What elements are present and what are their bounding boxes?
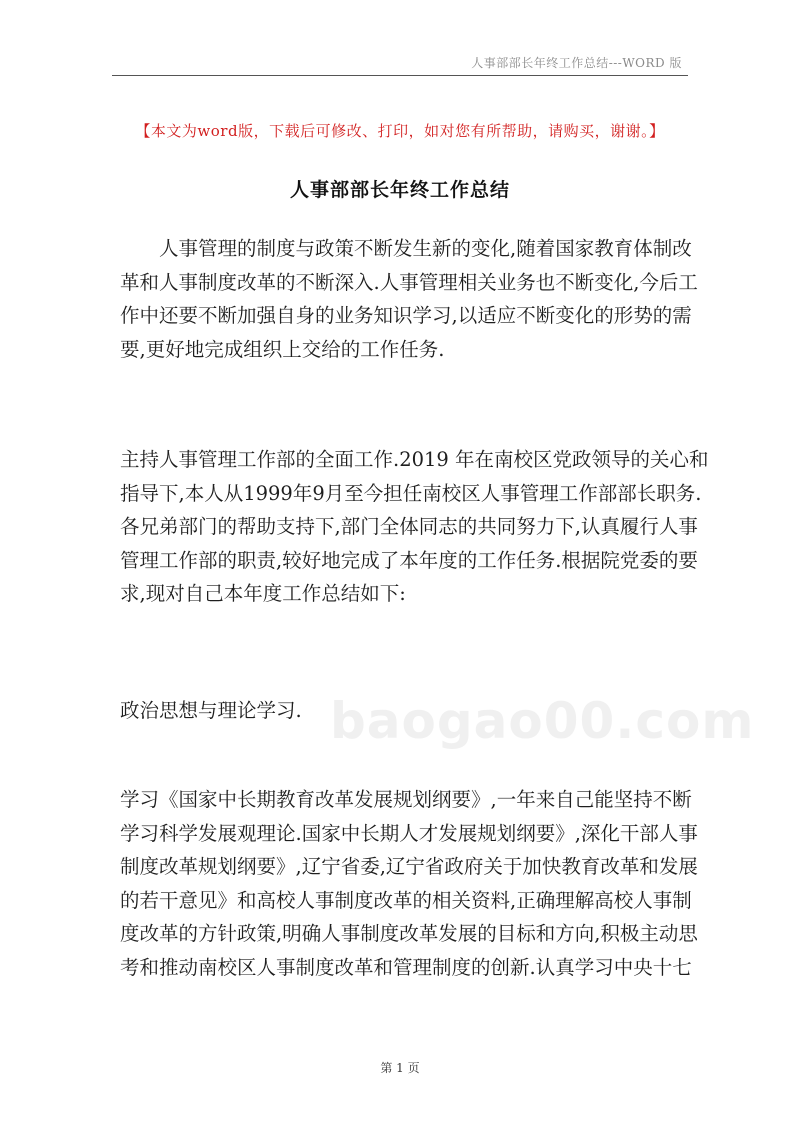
page-number: 第 1 页 [380, 1061, 420, 1075]
text-line: 作中还要不断加强自身的业务知识学习,以适应不断变化的形势的需 [120, 304, 692, 327]
text-line: 要,更好地完成组织上交给的工作任务. [120, 337, 445, 361]
text-line: 的若干意见》和高校人事制度改革的相关资料,正确理解高校人事制 [120, 888, 692, 912]
text-line: 指导下,本人从1999年9月至今担任南校区人事管理工作部部长职务. [120, 481, 702, 505]
paragraph-responsibility [120, 443, 709, 611]
text-line: 学习科学发展观理论.国家中长期人才发展规划纲要》,深化干部人事 [120, 821, 698, 845]
paragraph-intro [120, 232, 698, 366]
document-title: 人事部部长年终工作总结 [289, 179, 510, 201]
text-line: 革和人事制度改革的不断深入.人事管理相关业务也不断变化,今后工 [120, 270, 698, 294]
text-line: 人事管理的制度与政策不断发生新的变化,随着国家教育体制改 [120, 237, 692, 260]
text-line: 各兄弟部门的帮助支持下,部门全体同志的共同努力下,认真履行人事 [120, 515, 698, 538]
text-line: 求,现对自己本年度工作总结如下: [120, 582, 406, 605]
text-line: 学习《国家中长期教育改革发展规划纲要》,一年来自己能坚持不断 [120, 788, 692, 811]
watermark-logo: baogao00.com [330, 692, 755, 750]
text-line: 管理工作部的职责,较好地完成了本年度的工作任务.根据院党委的要 [120, 548, 698, 572]
download-notice: 【本文为word版，下载后可修改、打印，如对您有所帮助，请购买，谢谢。】 [135, 122, 665, 140]
paragraph-study-details [120, 783, 698, 984]
running-header: 人事部部长年终工作总结---WORD 版 [471, 56, 682, 70]
text-line: 主持人事管理工作部的全面工作.2019 年在南校区党政领导的关心和 [120, 448, 709, 471]
text-line: 制度改革规划纲要》,辽宁省委,辽宁省政府关于加快教育改革和发展 [120, 855, 698, 878]
text-line: 政治思想与理论学习. [120, 699, 302, 722]
text-line: 考和推动南校区人事制度改革和管理制度的创新.认真学习中央十七 [120, 955, 692, 979]
header-divider [112, 75, 688, 76]
text-line: 度改革的方针政策,明确人事制度改革发展的目标和方向,积极主动思 [120, 922, 698, 945]
